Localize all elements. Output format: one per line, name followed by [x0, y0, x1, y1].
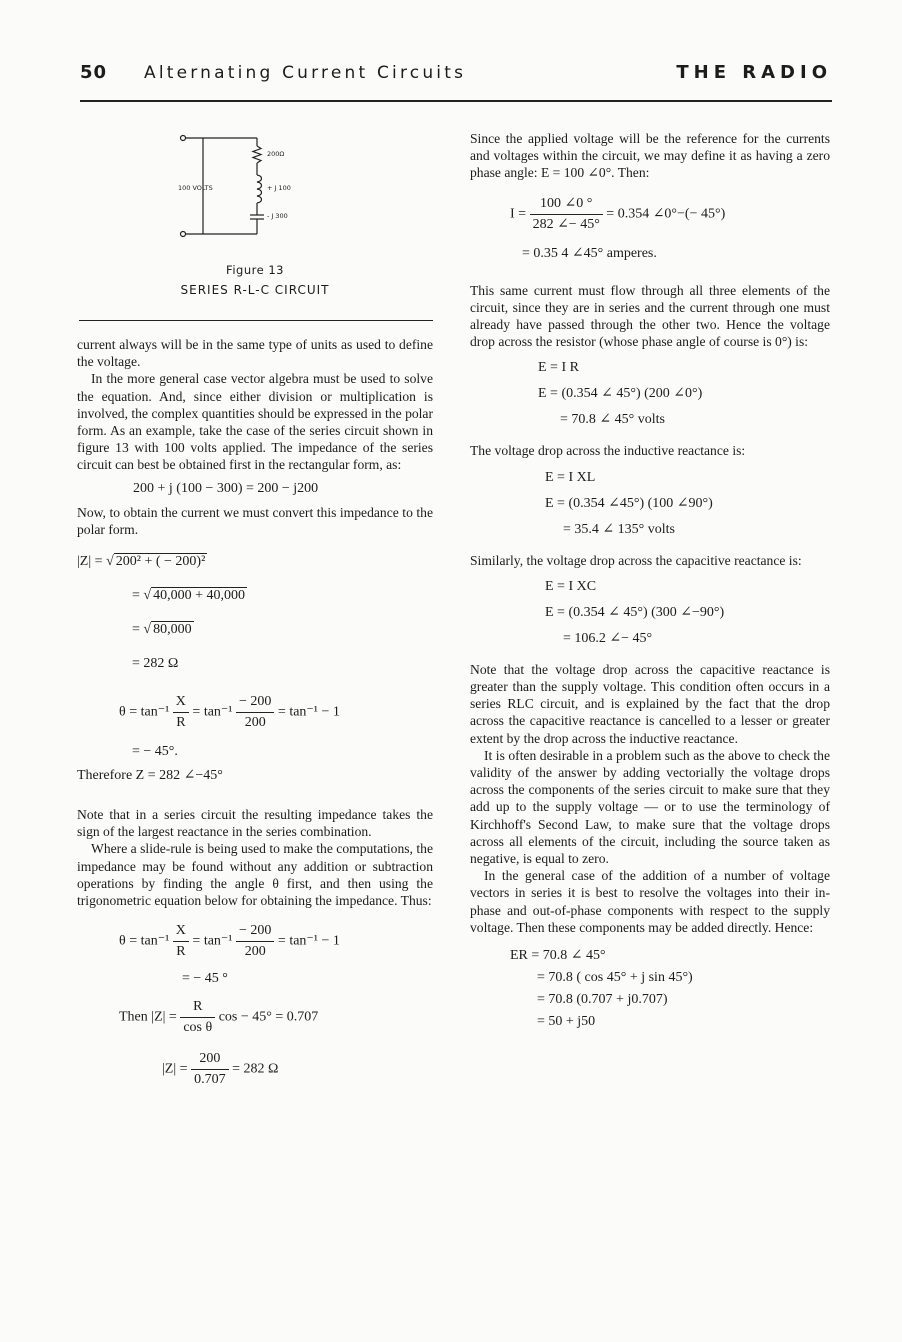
- inductor-symbol: [257, 175, 262, 203]
- figure-number: Figure 13: [226, 263, 284, 277]
- resistor-drop-equations: E = I R E = (0.354 ∠ 45°) (200 ∠0°) = 70.8 ∠ 45° volts: [538, 360, 703, 428]
- resistor-symbol: [253, 146, 261, 163]
- paragraph: Note that in a series circuit the resulting impedance takes the sign of the largest reactance in the series combination.: [77, 807, 433, 840]
- paragraph: In the general case of the addition of a number of voltage vectors in series it is best to resolve the voltages into their in-phase and out-of-phase components with respect to the supply voltage. Then these components may be added directly. Hence:: [470, 868, 830, 935]
- resistance-label: 200Ω: [267, 150, 285, 158]
- paragraph: It is often desirable in a problem such as the above to check the validity of the answer by adding vectorially the voltage drops across the components of the series circuit to make sure that they add up to the supply voltage — or to use the terminology of Kirchhoff's Second Law, to make sure that the voltage drops across all elements of the circuit, including the source taken as negative, is equal to zero.: [470, 747, 830, 867]
- figure-rule: [79, 320, 433, 321]
- page-number: 50: [80, 62, 108, 83]
- equation-z5: |Z| = $\frac{200}{0.707}$ = 282 Ω: [162, 1049, 433, 1090]
- inductive-label: + J 100: [267, 184, 291, 192]
- equation-theta: θ = tan⁻¹ $\frac{X}{R}$ = tan⁻¹ $\frac{- 200}{200}$ = tan⁻¹ − 1: [119, 692, 433, 738]
- equation-z4: = 282 Ω: [132, 656, 179, 672]
- page-header: [80, 62, 832, 92]
- equation-theta2-result: = − 45 °: [182, 971, 228, 987]
- right-column: [470, 130, 830, 1034]
- inductor-drop-equations: E = I XL E = (0.354 ∠45°) (100 ∠90°) = 35.4 ∠ 135° volts: [545, 469, 713, 537]
- paragraph: Where a slide-rule is being used to make the computations, the impedance may be found without any addition or subtraction operations by finding the angle θ first, and then using the trigonometric equation below for obtaining the impedance. Thus:: [77, 841, 433, 909]
- equation-z2: = √ 40,000 + 40,000: [132, 588, 245, 604]
- figure-caption: SERIES R-L-C CIRCUIT: [180, 283, 330, 297]
- impedance-derivation: [77, 552, 433, 686]
- chapter-title: Alternating Current Circuits: [144, 63, 467, 83]
- paragraph: current always will be in the same type of units as used to define the voltage.: [77, 337, 433, 370]
- paragraph: Now, to obtain the current we must convert this impedance to the polar form.: [77, 504, 433, 537]
- equation-theta-2: θ = tan⁻¹ $\frac{X}{R}$ = tan⁻¹ $\frac{- 200}{200}$ = tan⁻¹ − 1: [119, 921, 433, 967]
- bottom-terminal: [181, 232, 186, 237]
- capacitive-label: - J 300: [267, 212, 288, 220]
- book-title: THE RADIO: [676, 62, 832, 83]
- equation-then: Then |Z| = $\frac{R}{\text{cos θ}}$ cos − 45° = 0.707: [119, 997, 433, 1049]
- equation-z3: = √ 80,000: [132, 622, 192, 638]
- paragraph: This same current must flow through all three elements of the circuit, since they are in series and the current through one must already have passed through the other two. Hence the voltage drop across the resistor (whose phase angle of course is 0°) is:: [470, 282, 830, 350]
- paragraph: Note that the voltage drop across the capacitive reactance is greater than the supply voltage. This condition often occurs in a series RLC circuit, and is explained by the fact that the drop across the capacitive reactance is cancelled to a lesser or greater extent by the drop across the inductive reactance.: [470, 661, 830, 746]
- header-rule: [80, 100, 832, 102]
- equation-theta-result: = − 45°.: [132, 744, 178, 760]
- vector-sum-equations: ER = 70.8 ∠ 45° = 70.8 ( cos 45° + j sin 45°) = 70.8 (0.707 + j0.707) = 50 + j50: [510, 948, 693, 1030]
- equation-current: I = $\frac{100 \angle 0 ^\circ}{282 \angle- 45^\circ}$ = 0.354 ∠0°−(− 45°): [510, 194, 830, 240]
- equation-z1: |Z| = √ 200² + ( − 200)²: [77, 554, 206, 570]
- therefore-line: Therefore Z = 282 ∠−45°: [77, 768, 223, 784]
- voltage-label: 100 VOLTS: [178, 184, 213, 192]
- paragraph: Since the applied voltage will be the reference for the currents and voltages within the circuit, we may define it as having a zero phase angle: E = 100 ∠0°. Then:: [470, 131, 830, 181]
- left-column: [77, 130, 433, 1090]
- figure-13: [77, 130, 433, 318]
- paragraph: In the more general case vector algebra must be used to solve the equation. And, since either division or multiplication is involved, the complex quantities should be expressed in the polar form. As an example, take the case of the series circuit shown in figure 13 with 100 volts applied. The impedance of the series circuit can best be obtained first in the rectangular form, as:: [77, 371, 433, 473]
- equation-current-result: = 0.35 4 ∠45° amperes.: [522, 245, 657, 261]
- paragraph: Similarly, the voltage drop across the capacitive reactance is:: [470, 552, 802, 568]
- equation-rectangular: 200 + j (100 − 300) = 200 − j200: [133, 480, 319, 496]
- capacitor-drop-equations: E = I XC E = (0.354 ∠ 45°) (300 ∠−90°) = 106.2 ∠− 45°: [545, 578, 725, 646]
- paragraph: The voltage drop across the inductive reactance is:: [470, 443, 746, 459]
- top-terminal: [181, 136, 186, 141]
